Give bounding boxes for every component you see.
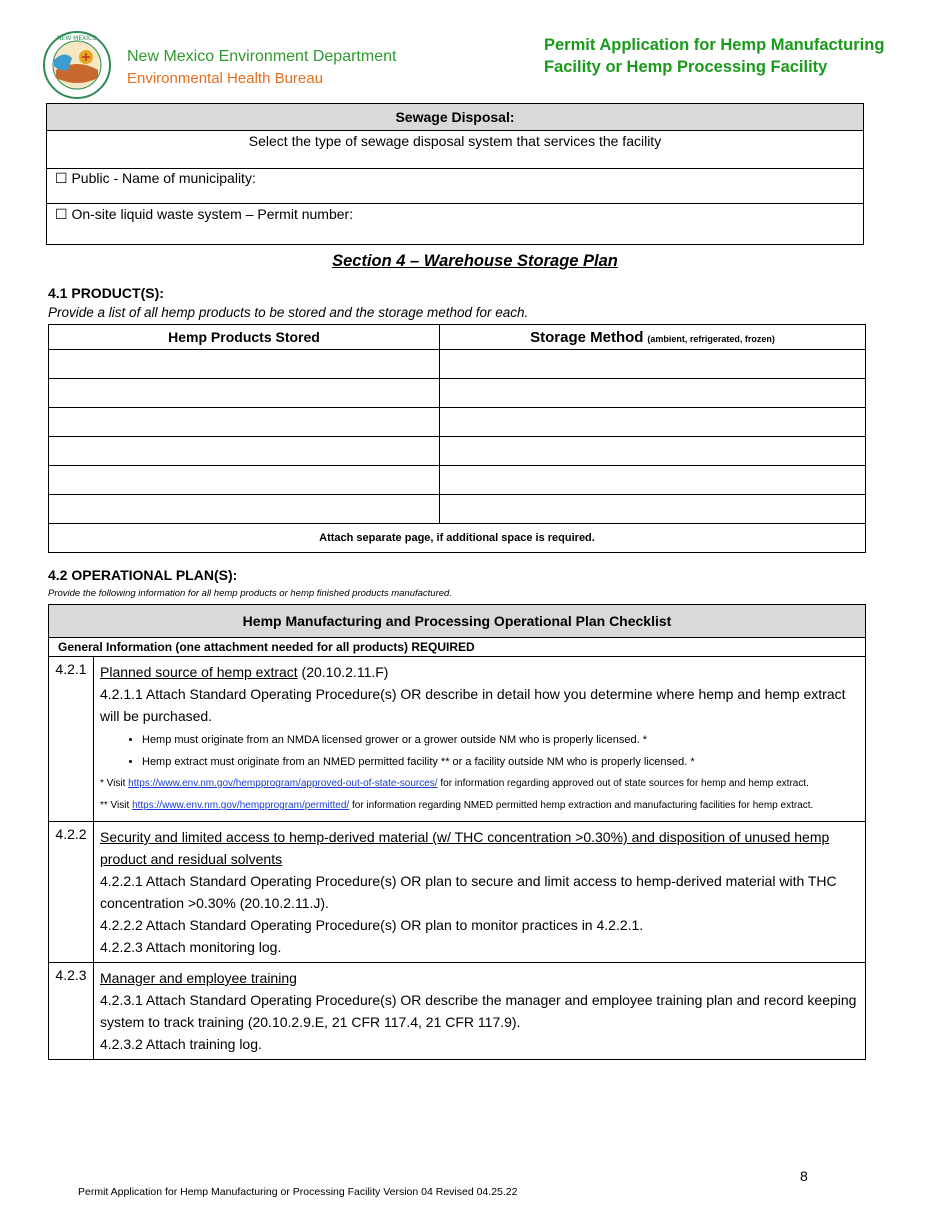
item-line: 4.2.2.1 Attach Standard Operating Procedure(s) OR plan to secure and limit access to hemp-derived material with THC concentration >0.30% (20.10.2.11.J). [100, 873, 837, 911]
section-4-title: Section 4 – Warehouse Storage Plan [332, 252, 618, 270]
storage-cell[interactable] [440, 379, 866, 408]
product-cell[interactable] [49, 350, 440, 379]
page-number: 8 [800, 1168, 808, 1184]
item-line: 4.2.3.2 Attach training log. [100, 1036, 262, 1052]
note-suffix: for information regarding NMED permitted hemp extraction and manufacturing facilities for hemp extract. [349, 800, 814, 811]
item-title: Planned source of hemp extract [100, 664, 298, 680]
form-title-line1: Permit Application for Hemp Manufacturing [544, 36, 885, 54]
storage-label: Storage Method [530, 328, 644, 346]
storage-cell[interactable] [440, 408, 866, 437]
checklist-item [49, 657, 866, 822]
bullet-extract: • Hemp extract must originate from an NMED permitted facility ** or a facility outside NM who is properly licensed. * [142, 751, 865, 773]
checklist-title: Hemp Manufacturing and Processing Operational Plan Checklist [49, 605, 866, 638]
col-products-header: Hemp Products Stored [49, 325, 440, 350]
note-prefix: * Visit [100, 778, 129, 789]
products-instruction: Provide a list of all hemp products to be stored and the storage method for each. [48, 305, 529, 320]
note-out-of-state [100, 773, 865, 795]
item-body [94, 963, 866, 1060]
note-prefix: ** Visit [100, 800, 133, 811]
storage-cell[interactable] [440, 350, 866, 379]
item-line: 4.2.3.1 Attach Standard Operating Procedure(s) OR describe the manager and employee training plan and record keeping system to track training (20.10.2.9.E, 21 CFR 117.4, 21 CFR 117.9). [100, 992, 857, 1030]
operational-plan-checklist [48, 604, 866, 1060]
product-cell[interactable] [49, 495, 440, 524]
storage-cell[interactable] [440, 437, 866, 466]
item-line: 4.2.2.3 Attach monitoring log. [100, 939, 282, 955]
form-title [544, 34, 884, 78]
plan-heading: 4.2 OPERATIONAL PLAN(S): [48, 567, 238, 583]
checklist-item [49, 963, 866, 1060]
item-body [94, 657, 866, 822]
sewage-option-onsite[interactable]: ☐ On-site liquid waste system – Permit number: [47, 204, 864, 245]
footer-text: Permit Application for Hemp Manufacturing or Processing Facility Version 04 Revised 04.25.22 [78, 1186, 518, 1198]
bullet-grower: • Hemp must originate from an NMDA licensed grower or a grower outside NM who is properly licensed. * [142, 729, 865, 751]
bureau-name: Environmental Health Bureau [127, 70, 323, 87]
col-storage-header [440, 325, 866, 350]
products-table [48, 324, 866, 553]
plan-instruction: Provide the following information for all hemp products or hemp finished products manufactured. [48, 588, 452, 599]
product-cell[interactable] [49, 466, 440, 495]
products-heading: 4.1 PRODUCT(S): [48, 285, 164, 301]
sewage-disposal-table [46, 103, 864, 245]
checklist-item [49, 822, 866, 963]
link-permitted-facilities[interactable]: https://www.env.nm.gov/hempprogram/permitted/ [132, 800, 350, 811]
item-number: 4.2.1 [49, 657, 94, 822]
storage-cell[interactable] [440, 495, 866, 524]
sewage-instruction: Select the type of sewage disposal system that services the facility [47, 131, 864, 169]
item-title: Security and limited access to hemp-derived material (w/ THC concentration >0.30%) and disposition of unused hemp product and residual solvents [100, 829, 830, 867]
item-title: Manager and employee training [100, 970, 297, 986]
form-title-line2: Facility or Hemp Processing Facility [544, 58, 828, 76]
note-permitted [100, 795, 865, 817]
storage-cell[interactable] [440, 466, 866, 495]
department-name: New Mexico Environment Department [127, 48, 397, 65]
product-cell[interactable] [49, 437, 440, 466]
nmed-logo [42, 30, 112, 100]
sewage-option-public[interactable]: ☐ Public - Name of municipality: [47, 169, 864, 204]
item-line: 4.2.1.1 Attach Standard Operating Procedure(s) OR describe in detail how you determine where hemp and hemp extract will be purchased. [100, 686, 846, 724]
general-information: General Information (one attachment needed for all products) REQUIRED [49, 638, 866, 657]
link-out-of-state-sources[interactable]: https://www.env.nm.gov/hempprogram/approved-out-of-state-sources/ [128, 778, 438, 789]
item-number: 4.2.3 [49, 963, 94, 1060]
item-line: 4.2.2.2 Attach Standard Operating Procedure(s) OR plan to monitor practices in 4.2.2.1. [100, 917, 644, 933]
product-cell[interactable] [49, 379, 440, 408]
item-ref: (20.10.2.11.F) [297, 664, 389, 680]
item-number: 4.2.2 [49, 822, 94, 963]
svg-text:NEW MEXICO: NEW MEXICO [57, 35, 97, 42]
sewage-heading: Sewage Disposal: [47, 104, 864, 131]
note-suffix: for information regarding approved out of state sources for hemp and hemp extract. [437, 778, 809, 789]
product-cell[interactable] [49, 408, 440, 437]
attach-note: Attach separate page, if additional space is required. [49, 524, 866, 553]
storage-note: (ambient, refrigerated, frozen) [647, 333, 775, 344]
item-body [94, 822, 866, 963]
